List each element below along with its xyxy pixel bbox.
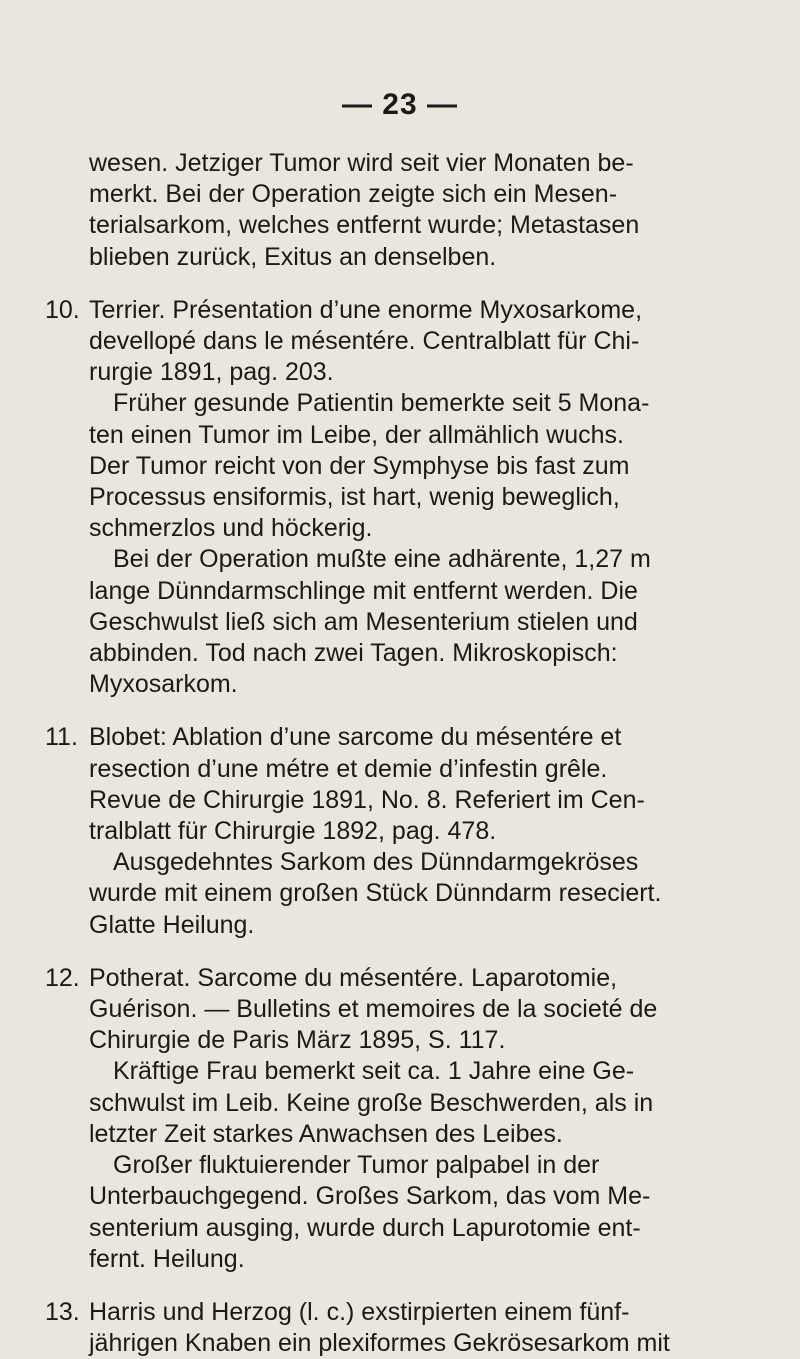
text-line: wesen. Jetziger Tumor wird seit vier Monaten be- [89,149,634,177]
text-line: Der Tumor reicht von der Symphyse bis fast zum [89,451,630,480]
entry-paragraph [45,847,735,941]
entry-number: 12. [45,963,80,992]
text-line: schmerzlos und höckerig. [89,514,373,543]
text-line: wurde mit einem großen Stück Dünndarm reseciert. [89,879,662,908]
entry-paragraph [45,544,735,700]
entry-paragraph [45,388,735,544]
citation-continuation [45,1328,735,1359]
text-line: Früher gesunde Patientin bemerkte seit 5 Mona- [113,389,650,418]
text-line: Ausgedehntes Sarkom des Dünndarmgekröses [113,848,639,877]
entry-paragraph [45,1150,735,1275]
text-line: tralblatt für Chirurgie 1892, pag. 478. [89,817,497,846]
text-line: resection d’une métre et demie d’infestin grêle. [89,754,608,783]
text-line: schwulst im Leib. Keine große Beschwerden, als in [89,1088,654,1117]
text-line: lange Dünndarmschlinge mit entfernt werden. Die [89,576,638,605]
citation-first-line [45,963,735,994]
entry-number: 10. [45,295,80,324]
entry-11 [45,722,735,940]
text-line: Chirurgie de Paris März 1895, S. 117. [89,1026,506,1055]
entry-13 [45,1297,735,1359]
entry-number: 13. [45,1297,80,1326]
intro-paragraph [45,148,735,273]
text-line: Processus ensiformis, ist hart, wenig beweglich, [89,483,620,512]
text-line: blieben zurück, Exitus an denselben. [89,242,497,271]
text-line: Bei der Operation mußte eine adhärente, 1,27 m [113,545,651,574]
text-line: Myxosarkom. [89,670,238,699]
text-line: ten einen Tumor im Leibe, der allmählich wuchs. [89,420,624,449]
citation-text: Blobet: Ablation d’une sarcome du mésentére et [89,723,622,752]
text-line: devellopé dans le mésentére. Centralblatt für Chi- [89,327,640,356]
text-line: letzter Zeit starkes Anwachsen des Leibes. [89,1119,563,1148]
text-line: terialsarkom, welches entfernt wurde; Metastasen [89,211,640,240]
text-line: Großer fluktuierender Tumor palpabel in der [113,1151,600,1180]
citation-continuation [45,326,735,388]
entry-number: 11. [45,723,78,752]
text-line: senterium ausging, wurde durch Lapurotomie ent- [89,1213,641,1242]
entry-12 [45,963,735,1275]
citation-first-line [45,1297,735,1328]
text-line: Unterbauchgegend. Großes Sarkom, das vom Me- [89,1182,651,1211]
entry-paragraph [45,1056,735,1150]
citation-text: Harris und Herzog (l. c.) exstirpierten einem fünf- [89,1297,630,1326]
citation-first-line [45,295,735,326]
entry-10 [45,295,735,701]
text-line: jährigen Knaben ein plexiformes Gekrösesarkom mit [89,1329,670,1358]
text-line: Guérison. — Bulletins et memoires de la societé de [89,995,658,1024]
text-line: fernt. Heilung. [89,1244,245,1273]
citation-text: Terrier. Présentation d’une enorme Myxosarkome, [89,295,643,324]
text-line: Geschwulst ließ sich am Mesenterium stielen und [89,607,638,636]
text-line: Revue de Chirurgie 1891, No. 8. Referiert im Cen- [89,785,645,814]
citation-text: Potherat. Sarcome du mésentére. Laparotomie, [89,963,618,992]
citation-continuation [45,994,735,1056]
text-line: Glatte Heilung. [89,910,255,939]
text-line: rurgie 1891, pag. 203. [89,358,334,387]
text-line: abbinden. Tod nach zwei Tagen. Mikroskopisch: [89,639,618,668]
text-line: merkt. Bei der Operation zeigte sich ein Mesen- [89,180,618,209]
text-line: Kräftige Frau bemerkt seit ca. 1 Jahre eine Ge- [113,1057,635,1086]
citation-continuation [45,754,735,848]
citation-first-line [45,722,735,753]
page-number: — 23 — [341,88,459,121]
document-body [45,148,735,1359]
